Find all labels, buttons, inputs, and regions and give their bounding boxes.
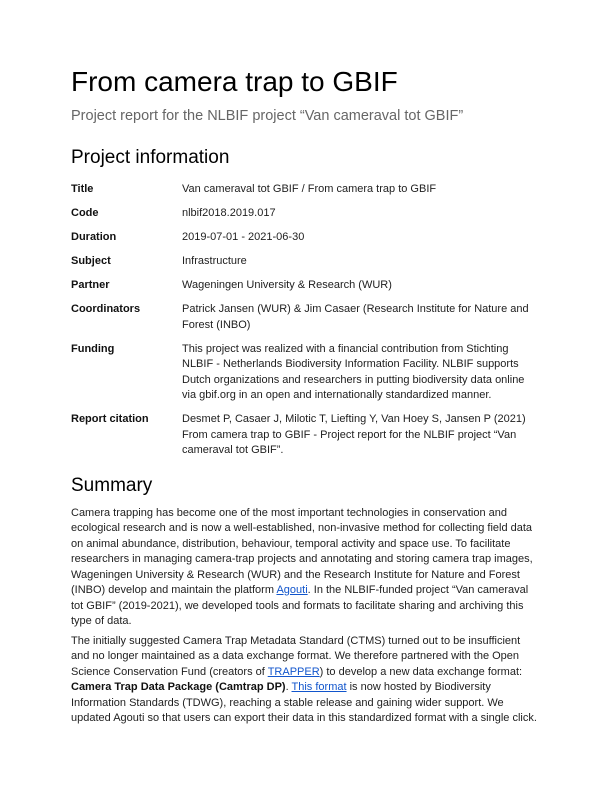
info-value-title: Van cameraval tot GBIF / From camera trap to GBIF [182,183,437,195]
summary-paragraph-1 [71,506,541,630]
summary-heading: Summary [71,474,153,496]
info-label-duration: Duration [71,231,117,243]
trapper-link[interactable]: TRAPPER [267,665,320,678]
document-subtitle: Project report for the NLBIF project “Van cameraval tot GBIF” [71,108,464,124]
agouti-link[interactable]: Agouti [276,584,308,596]
project-information-heading: Project information [71,147,230,168]
info-value-partner: Wageningen University & Research (WUR) [182,279,392,291]
info-value-coordinators: Patrick Jansen (WUR) & Jim Casaer (Research Institute for Nature and Forest (INBO) [182,303,529,331]
text-run: The initially suggested Camera Trap Metadata Standard (CTMS) turned out to be insufficient and no longer maintained as a data exchange format. We therefore partnered with the Open Science Conservation Fund (creators of [71,634,521,678]
info-value-report-citation: Desmet P, Casaer J, Milotic T, Liefting Y, Van Hoey S, Jansen P (2021) From camera trap to GBIF - Project report for the NLBIF project “Van cameraval tot GBIF”. [182,413,526,456]
info-value-code: nlbif2018.2019.017 [182,207,276,219]
document-title: From camera trap to GBIF [71,66,398,97]
info-label-subject: Subject [71,255,111,267]
summary-paragraph-2 [71,634,541,727]
info-label-report-citation: Report citation [71,413,149,425]
info-label-code: Code [71,207,99,219]
info-value-funding: This project was realized with a financial contribution from Stichting NLBIF - Netherlands Biodiversity Information Facility. NLBIF supports Dutch organizations and researchers in putting biodiversity data online via gbif.org in an open and internationally standardized manner. [182,342,525,401]
info-value-duration: 2019-07-01 - 2021-06-30 [182,231,305,243]
text-run: ) to develop a new data exchange format: [319,665,523,678]
info-label-partner: Partner [71,279,110,291]
text-run: Camera trapping has become one of the most important technologies in conservation and ecological research and is now a well-established, non-invasive method for collecting field data on animal abundance, distribution, behaviour, temporal activity and space use. To facilitate researchers in managing camera-trap projects and annotating and storing camera trap images, Wageningen University & Research (WUR) and the Research Institute for Nature and Forest (INBO) develop and maintain the platform [71,506,533,596]
info-label-title: Title [71,183,94,195]
project-info-table [71,182,541,459]
text-run: is now hosted by Biodiversity Information Standards (TDWG), reaching a stable release and gaining wider support. We updated Agouti so that users can export their data in this standardized format with a single click. [71,681,537,724]
info-label-funding: Funding [71,342,115,355]
this-format-link[interactable]: This format [291,681,347,693]
camtrap-dp-bold-text: Camera Trap Data Package (Camtrap DP) [71,681,286,693]
info-value-subject: Infrastructure [182,255,247,267]
text-run: . [285,681,292,693]
text-run: . In the NLBIF-funded project “Van cameraval tot GBIF” (2019-2021), we developed tools and formats to facilitate sharing and archiving this type of data. [71,584,529,627]
info-label-coordinators: Coordinators [71,303,141,315]
